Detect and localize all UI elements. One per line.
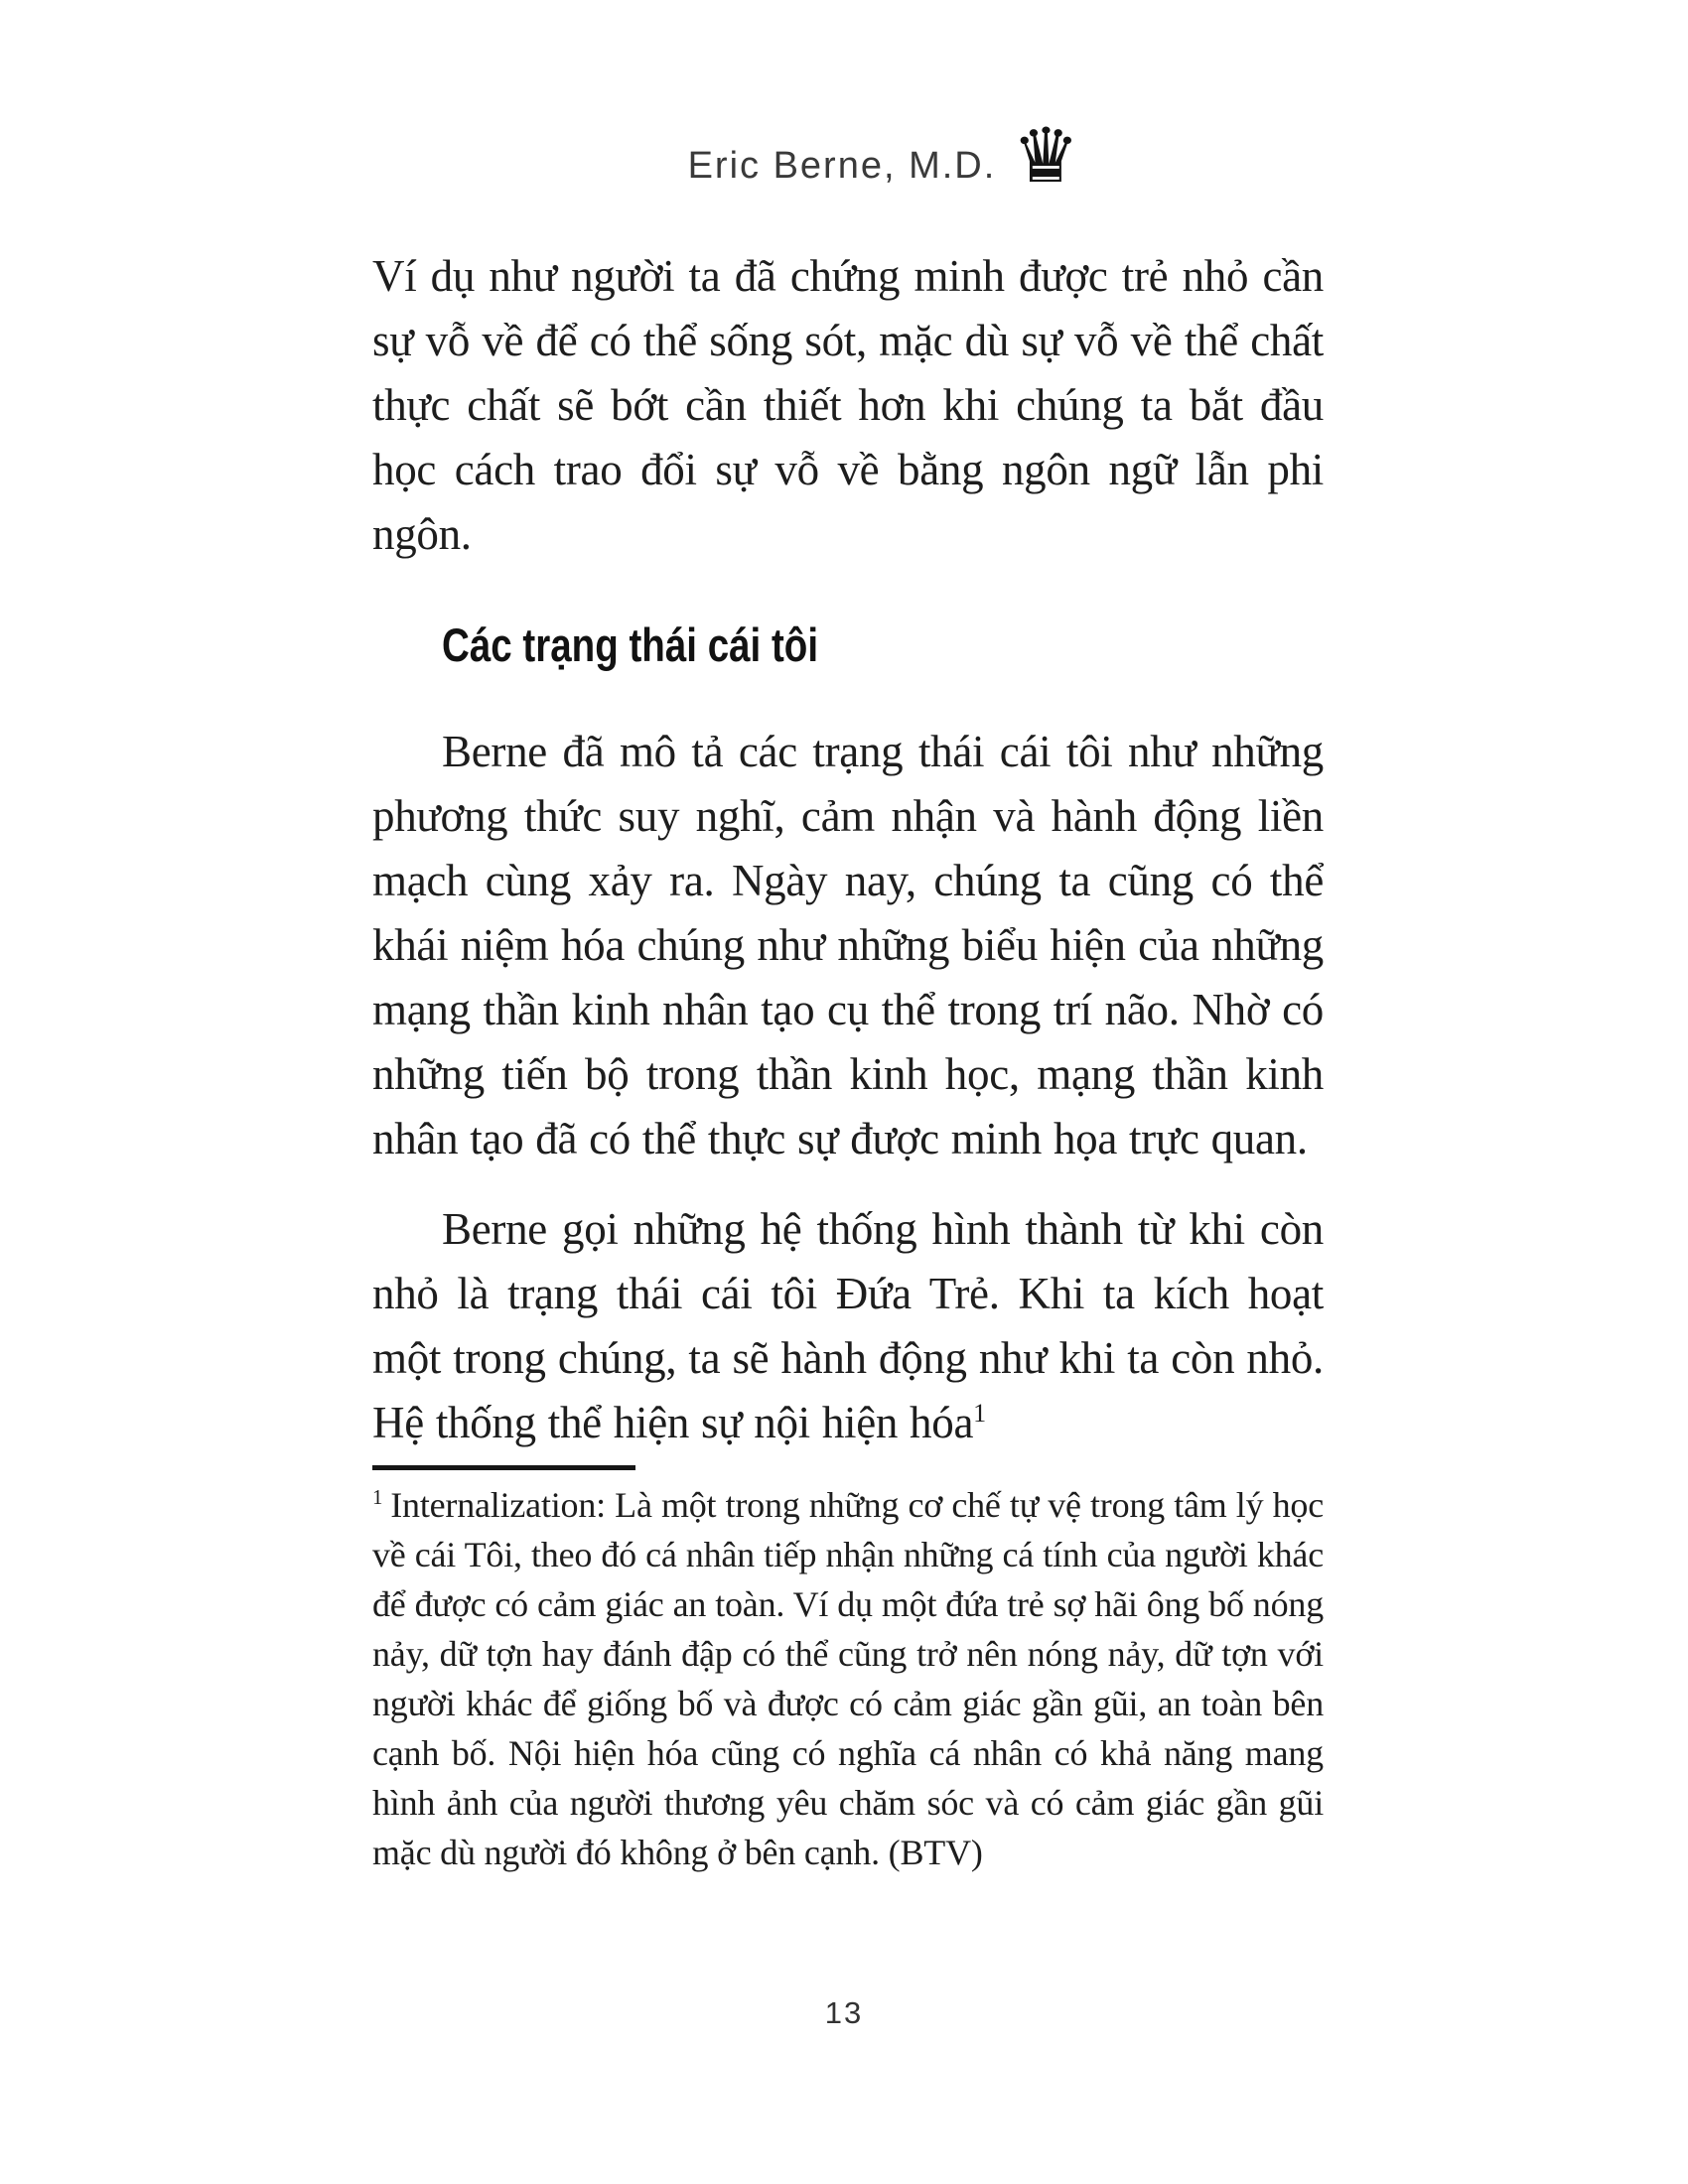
footnote-text: Internalization: Là một trong những cơ chế tự vệ trong tâm lý học về cái Tôi, theo đó cá nhân tiếp nhận những cá tính của người khác để được có cảm giác an toàn. Ví dụ một đứa trẻ sợ hãi ông bố nóng nảy, dữ tợn hay đánh đập có thể cũng trở nên nóng nảy, dữ tợn với người khác để giống bố và được có cảm giác gần gũi, an toàn bên cạnh bố. Nội hiện hóa cũng có nghĩa cá nhân có khả năng mang hình ảnh của người thương yêu chăm sóc và có cảm giác gần gũi mặc dù người đó không ở bên cạnh. (BTV)	[372, 1485, 1324, 1872]
text-column	[372, 244, 1324, 1877]
footnote-separator-rule	[372, 1465, 635, 1470]
page-number: 13	[824, 1995, 864, 2030]
footnote-reference: 1	[973, 1399, 986, 1428]
author-name: Eric Berne, M.D.	[687, 144, 997, 187]
paragraph	[372, 1197, 1324, 1455]
paragraph-text: Berne gọi những hệ thống hình thành từ khi còn nhỏ là trạng thái cái tôi Đứa Trẻ. Khi ta kích hoạt một trong chúng, ta sẽ hành động như khi ta còn nhỏ. Hệ thống thể hiện sự nội hiện hóa	[372, 1204, 1324, 1447]
section-heading: Các trạng thái cái tôi	[442, 618, 819, 671]
chess-queen-icon: ♛	[1012, 111, 1080, 200]
footnote-marker: 1	[372, 1485, 383, 1509]
paragraph: Berne đã mô tả các trạng thái cái tôi như những phương thức suy nghĩ, cảm nhận và hành động liền mạch cùng xảy ra. Ngày nay, chúng ta cũng có thể khái niệm hóa chúng như những biểu hiện của những mạng thần kinh nhân tạo cụ thể trong trí não. Nhờ có những tiến bộ trong thần kinh học, mạng thần kinh nhân tạo đã có thể thực sự được minh họa trực quan.	[372, 727, 1324, 1163]
page-footer	[0, 1995, 1688, 2031]
paragraph: Ví dụ như người ta đã chứng minh được trẻ nhỏ cần sự vỗ về để có thể sống sót, mặc dù sự vỗ về thể chất thực chất sẽ bớt cần thiết hơn khi chúng ta bắt đầu học cách trao đổi sự vỗ về bằng ngôn ngữ lẫn phi ngôn.	[372, 251, 1324, 559]
footnote	[372, 1480, 1324, 1877]
page-header	[40, 111, 1688, 200]
